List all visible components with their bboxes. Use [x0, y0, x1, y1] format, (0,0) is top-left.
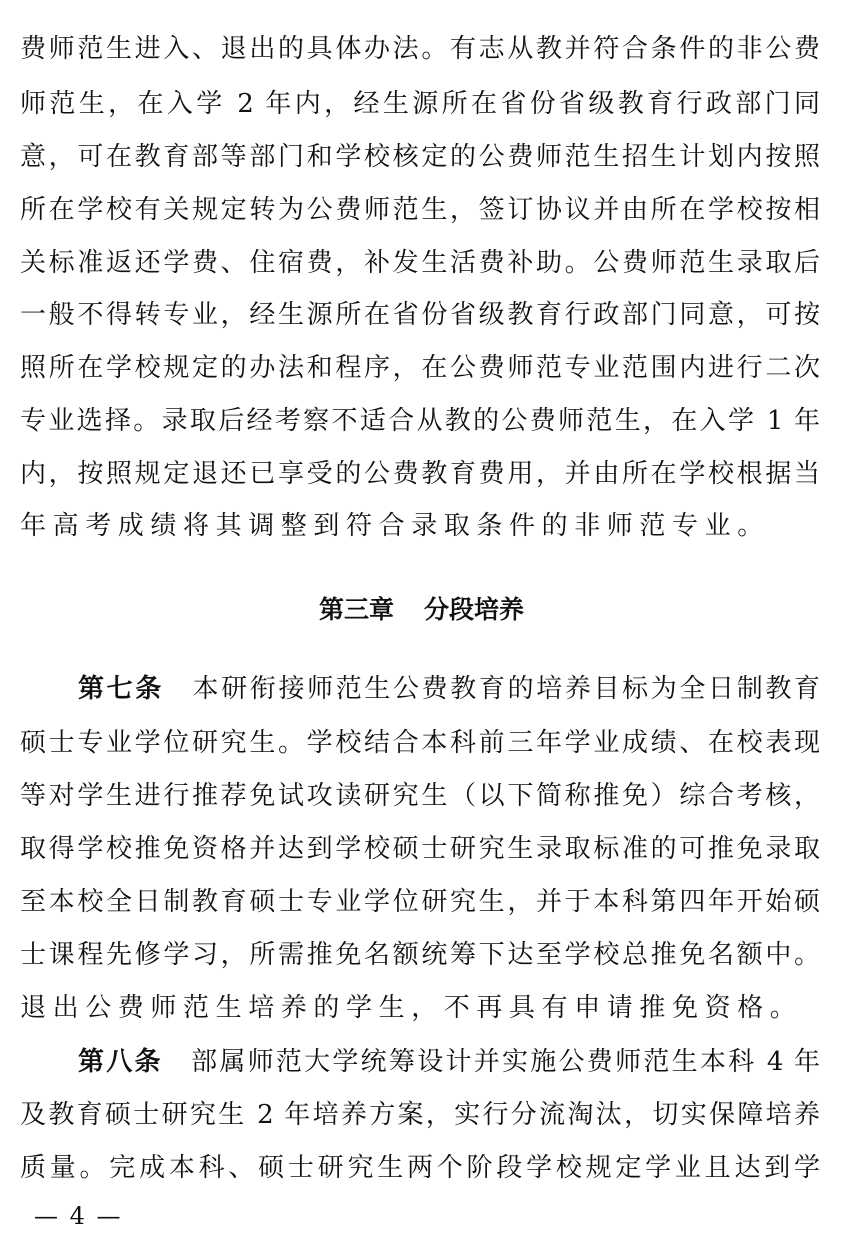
paragraph-line: 照所在学校规定的办法和程序，在公费师范专业范围内进行二次 [20, 353, 820, 383]
paragraph-line: 至本校全日制教育硕士专业学位研究生，并于本科第四年开始硕 [20, 887, 820, 917]
paragraph-line: 年高考成绩将其调整到符合录取条件的非师范专业。 [20, 511, 770, 541]
paragraph-line: 专业选择。录取后经考察不适合从教的公费师范生，在入学 1 年 [20, 406, 820, 436]
article-8-label: 第八条 [78, 1047, 163, 1077]
page-number: — 4 — [34, 1202, 123, 1230]
article-8-text: 部属师范大学统筹设计并实施公费师范生本科 4 年 [188, 1047, 820, 1077]
article-7-text: 本研衔接师范生公费教育的培养目标为全日制教育 [189, 674, 820, 704]
article-7-label: 第七条 [78, 674, 164, 704]
paragraph-line: 士课程先修学习，所需推免名额统筹下达至学校总推免名额中。 [20, 940, 820, 970]
paragraph-line: 硕士专业学位研究生。学校结合本科前三年学业成绩、在校表现 [20, 728, 820, 758]
paragraph-line: 师范生，在入学 2 年内，经生源所在省份省级教育行政部门同 [20, 89, 820, 119]
paragraph-line: 费师范生进入、退出的具体办法。有志从教并符合条件的非公费 [20, 34, 820, 64]
paragraph-line: 一般不得转专业，经生源所在省份省级教育行政部门同意，可按 [20, 300, 820, 330]
paragraph-line: 取得学校推免资格并达到学校硕士研究生录取标准的可推免录取 [20, 834, 820, 864]
chapter-heading [0, 590, 843, 630]
chapter-title: 分段培养 [424, 595, 525, 624]
chapter-number: 第三章 [318, 595, 394, 624]
paragraph-line: 及教育硕士研究生 2 年培养方案，实行分流淘汰，切实保障培养 [20, 1100, 820, 1130]
article-8-first-line [78, 1044, 820, 1080]
paragraph-line: 等对学生进行推荐免试攻读研究生（以下简称推免）综合考核， [20, 781, 820, 811]
article-7-first-line [78, 671, 820, 707]
paragraph-line: 关标准返还学费、住宿费，补发生活费补助。公费师范生录取后 [20, 248, 820, 278]
paragraph-line: 质量。完成本科、硕士研究生两个阶段学校规定学业且达到学 [20, 1153, 820, 1183]
paragraph-line: 意，可在教育部等部门和学校核定的公费师范生招生计划内按照 [20, 142, 820, 172]
paragraph-line: 内，按照规定退还已享受的公费教育费用，并由所在学校根据当 [20, 459, 820, 489]
paragraph-line: 退出公费师范生培养的学生，不再具有申请推免资格。 [20, 993, 803, 1023]
paragraph-line: 所在学校有关规定转为公费师范生，签订协议并由所在学校按相 [20, 195, 820, 225]
